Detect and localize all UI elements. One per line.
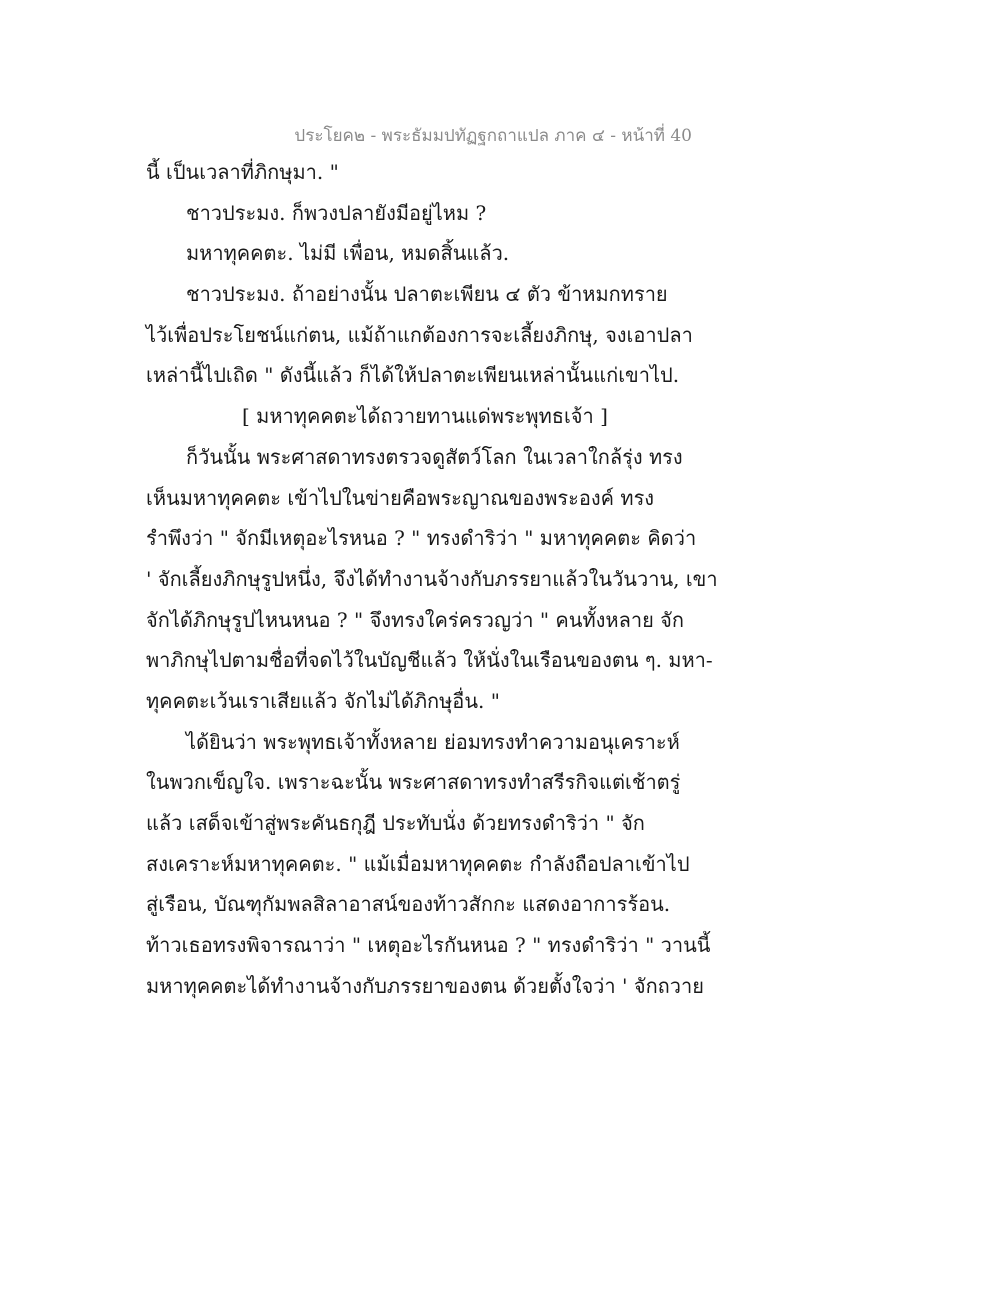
text-line: ชาวประมง. ก็พวงปลายังมีอยู่ไหม ? (186, 200, 487, 225)
body-text (146, 152, 718, 1006)
text-line: ' จักเลี้ยงภิกษุรูปหนึ่ง, จึงได้ทำงานจ้างกับภรรยาแล้วในวันวาน, เขา (146, 566, 718, 591)
text-line: ทุคคตะเว้นเราเสียแล้ว จักไม่ได้ภิกษุอื่น. " (146, 688, 500, 713)
text-line: มหาทุคคตะได้ทำงานจ้างกับภรรยาของตน ด้วยตั้งใจว่า ' จักถวาย (146, 973, 704, 998)
text-line: ก็วันนั้น พระศาสดาทรงตรวจดูสัตว์โลก ในเวลาใกล้รุ่ง ทรง (186, 444, 683, 469)
text-line: จักได้ภิกษุรูปไหนหนอ ? " จึงทรงใคร่ครวญว่า " คนทั้งหลาย จัก (146, 607, 684, 632)
text-line: ได้ยินว่า พระพุทธเจ้าทั้งหลาย ย่อมทรงทำความอนุเคราะห์ (186, 729, 680, 754)
text-line: สู่เรือน, บัณฑุกัมพลสิลาอาสน์ของท้าวสักกะ แสดงอาการร้อน. (146, 892, 671, 917)
text-line: เห็นมหาทุคคตะ เข้าไปในข่ายคือพระญาณของพระองค์ ทรง (146, 485, 655, 510)
text-line: เหล่านี้ไปเถิด " ดังนี้แล้ว ก็ได้ให้ปลาตะเพียนเหล่านั้นแก่เขาไป. (146, 363, 680, 388)
section-heading: [ มหาทุคคตะได้ถวายทานแด่พระพุทธเจ้า ] (242, 404, 608, 429)
text-line: นี้ เป็นเวลาที่ภิกษุมา. " (146, 160, 339, 184)
text-line: พาภิกษุไปตามชื่อที่จดไว้ในบัญชีแล้ว ให้นั่งในเรือนของตน ๆ. มหา- (146, 648, 713, 673)
running-header: ประโยค๒ - พระธัมมปทัฏฐกถาแปล ภาค ๔ - หน้าที่ 40 (294, 126, 692, 146)
text-line: รำพึงว่า " จักมีเหตุอะไรหนอ ? " ทรงดำริว่า " มหาทุคคตะ คิดว่า (146, 526, 697, 551)
text-line: สงเคราะห์มหาทุคคตะ. " แม้เมื่อมหาทุคคตะ กำลังถือปลาเข้าไป (146, 851, 690, 876)
text-line: ในพวกเข็ญใจ. เพราะฉะนั้น พระศาสดาทรงทำสรีรกิจแต่เช้าตรู่ (146, 770, 681, 795)
text-line: ท้าวเธอทรงพิจารณาว่า " เหตุอะไรกันหนอ ? " ทรงดำริว่า " วานนี้ (146, 933, 711, 958)
text-line: ไว้เพื่อประโยชน์แก่ตน, แม้ถ้าแกต้องการจะเลี้ยงภิกษุ, จงเอาปลา (146, 322, 693, 347)
text-line: มหาทุคคตะ. ไม่มี เพื่อน, หมดสิ้นแล้ว. (186, 241, 510, 266)
text-line: แล้ว เสด็จเข้าสู่พระคันธกุฎี ประทับนั่ง ด้วยทรงดำริว่า " จัก (146, 811, 645, 835)
text-line: ชาวประมง. ถ้าอย่างนั้น ปลาตะเพียน ๔ ตัว ข้าหมกทราย (186, 282, 668, 307)
